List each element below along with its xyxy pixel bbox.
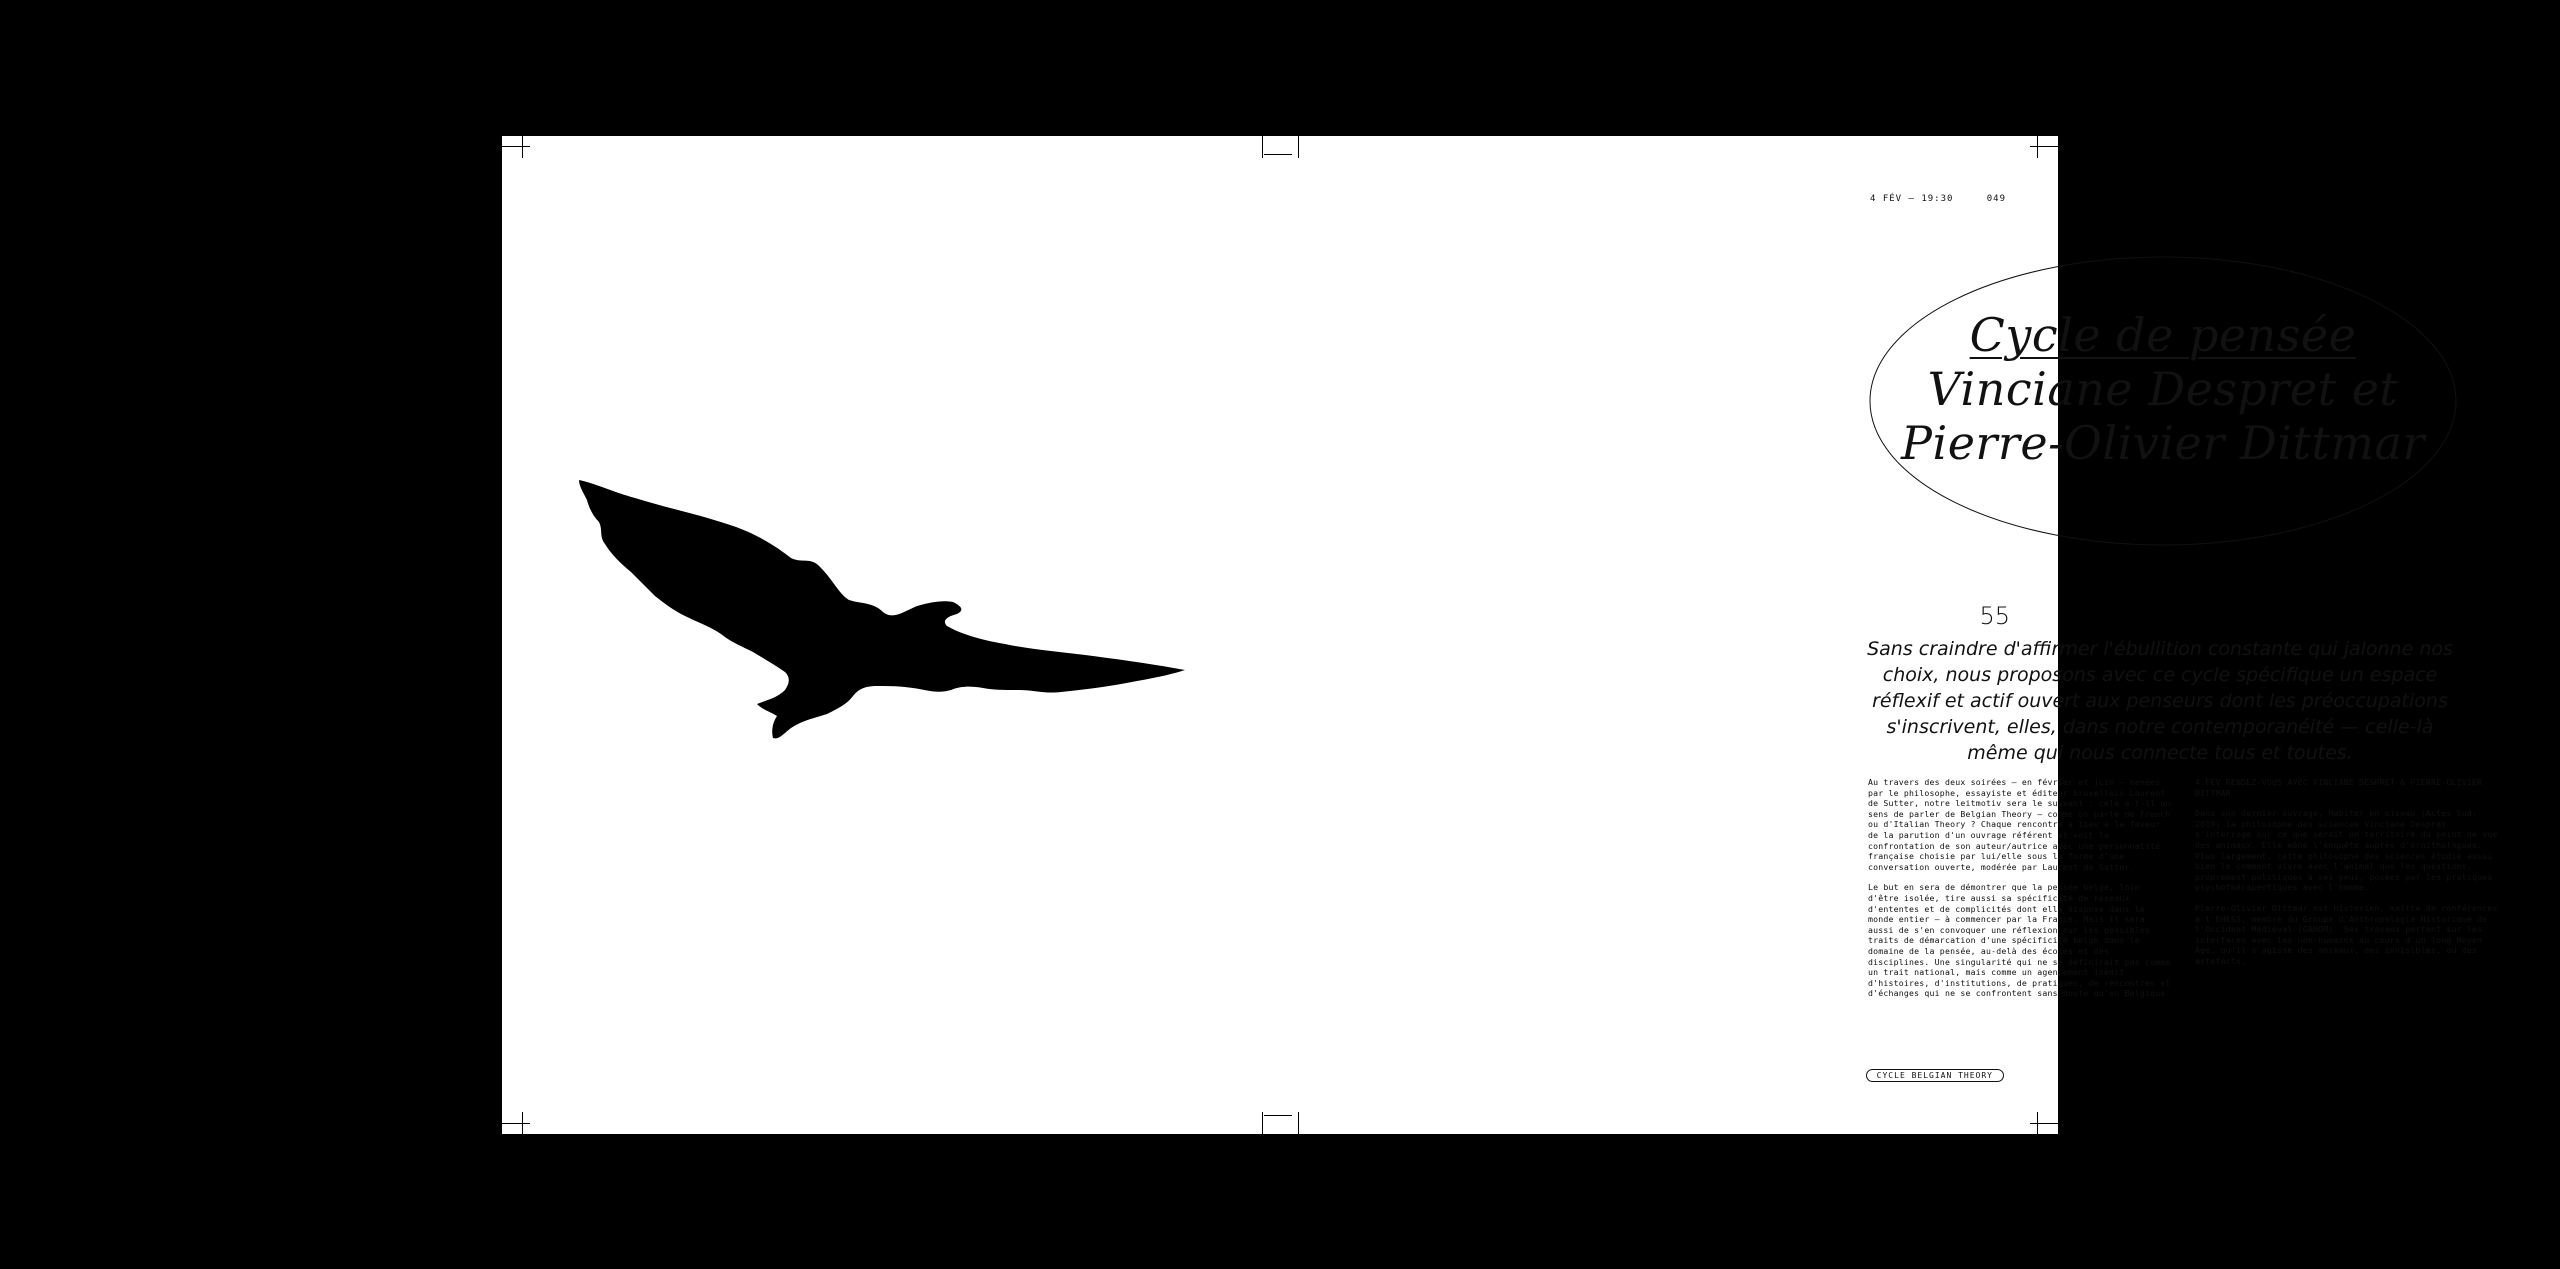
page-title: [1869, 308, 2457, 470]
title-ellipse: [1869, 256, 2457, 546]
intro-paragraph: Sans craindre d'affirmer l'ébullition constante qui jalonne nos choix, nous proposons avec ce cycle spécifique un espace réflexif et actif ouvert aux penseurs dont les préoccupations s'inscrivent, elles, dans notre contemporanéité — celle-là même qui nous connecte tous et toutes.: [1867, 638, 2453, 764]
title-line-1: Cycle de pensée: [1969, 308, 2357, 362]
title-line-2: Vinciane Despret et: [1927, 362, 2399, 416]
body-paragraph: Au travers des deux soirées – en février et juin – menées par le philosophe, essayiste et éditeur bruxellois Laurent de Sutter, notre leitmotiv sera le suivant : cela a-t-il un sens de parler de Belgian Theory – comme on parle de French ou d'Italian Theory ? Chaque rencontre a lieu à la faveur de la parution d'un ouvrage référent et voit la confrontation de son auteur/autrice avec une personnalité française choisie par lui/elle sous la forme d'une conversation ouverte, modérée par Laurent de Sutter.: [1868, 777, 2171, 872]
rendezvous-heading: 4 FÉV RENDEZ-VOUS AVEC VINCIANE DESPRET & PIERRE-OLIVIER DITTMAR: [2195, 777, 2483, 798]
body-paragraph: Pierre-Olivier Dittmar est historien, maître de conférences à l'EHESS, membre du Groupe d'Anthropologie Historique de l'Occident Médiéval (GAHOM). Ses travaux portent sur les interfaces avec les non-humains au cours d'un long Moyen Âge, qu'il s'agisse des animaux, des invisibles, ou des artefacts.: [2195, 902, 2498, 966]
cycle-tag: CYCLE BELGIAN THEORY: [1866, 1069, 2004, 1082]
right-page: [1280, 136, 2498, 1134]
bird-silhouette-icon: [577, 476, 1187, 746]
body-paragraph: Le but en sera de démontrer que la pensée belge, loin d'être isolée, tire aussi sa spécificité de réseaux d'ententes et de complicités dont elle dispose dans le monde entier – à commencer par la France. Mais il sera aussi de s'en convoquer une réflexion sur les possibles traits de démarcation d'une spécificité belge dans le domaine de la pensée, au-delà des écoles et des disciplines. Une singularité qui ne se définirait pas comme un trait national, mais comme un agencement inédit d'histoires, d'institutions, de pratiques, de rencontres et d'échanges qui ne se confrontent sans doute qu'en Belgique.: [1868, 882, 2171, 999]
body-column-left: [1868, 777, 2173, 1009]
body-column-right: [2195, 777, 2500, 977]
page-number: 55: [1979, 602, 2010, 630]
event-date: 4 FÉV — 19:30: [1870, 194, 1954, 204]
body-paragraph: Dans son dernier ouvrage, Habiter en oiseau (Actes Sud, 2019) la philosophe des sciences Vinciane Despret s'interroge sur ce que serait un territoire du point de vue des animaux. Elle mène l'enquête auprès d'ornithologues. Plus largement, cette philosophe des sciences étudie aussi bien le comment vivre avec l'animal que les questions, proprement politiques à ses yeux, posées par les pratiques psychothérapeutiques avec l'homme.: [2195, 808, 2498, 893]
title-line-3: Pierre-Olivier Dittmar: [1901, 416, 2425, 470]
magazine-spread: [502, 136, 2498, 1134]
page-reference: 049: [1986, 194, 2006, 204]
left-page: [502, 136, 1280, 1134]
